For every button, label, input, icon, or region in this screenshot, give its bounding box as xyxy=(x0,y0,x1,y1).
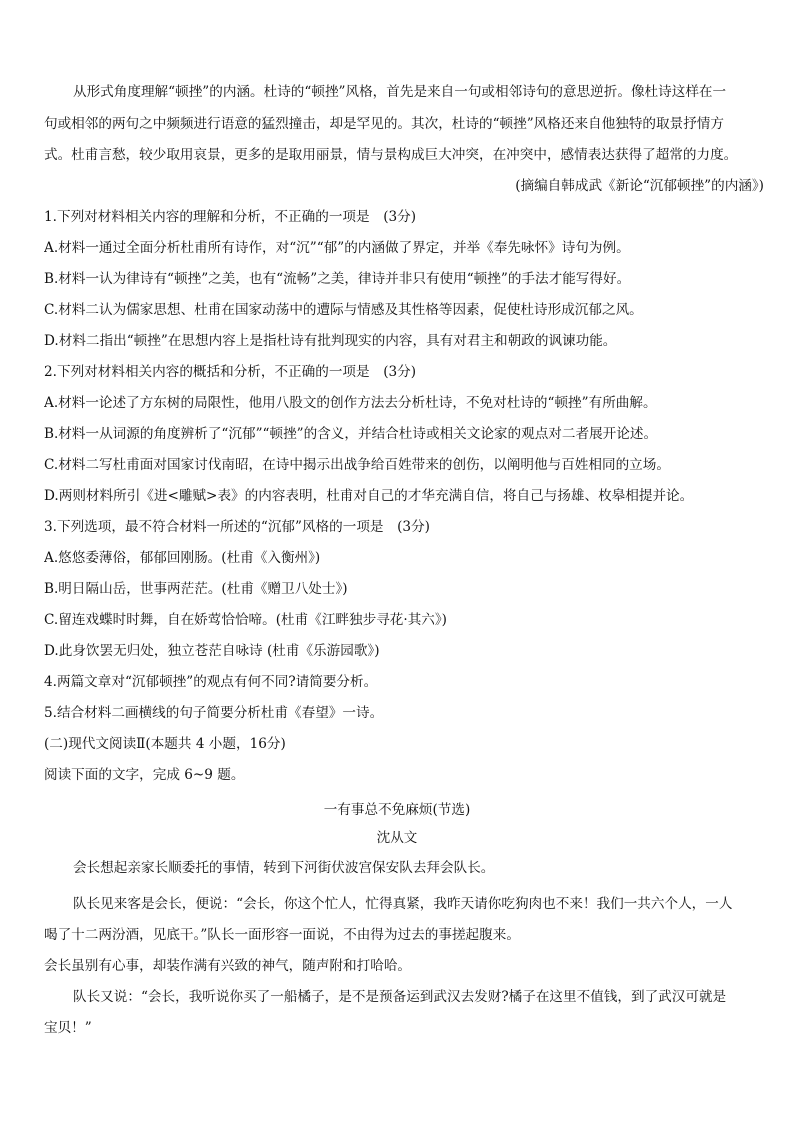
question-2-option-b: B.材料一从词源的角度辨析了“沉郁”“顿挫”的含义，并结合杜诗或相关文论家的观点对二者展开论述。 xyxy=(44,426,658,442)
question-3-option-a: A.悠悠委薄俗，郁郁回刚肠。(杜甫《入衡州》) xyxy=(44,550,321,566)
source-citation: (摘编自韩成武《新论“沉郁顿挫”的内涵》) xyxy=(515,178,764,194)
question-1-option-c: C.材料二认为儒家思想、杜甫在国家动荡中的遭际与情感及其性格等因素，促使杜诗形成沉郁之风。 xyxy=(44,302,643,318)
question-3-option-b: B.明日隔山岳，世事两茫茫。(杜甫《赠卫八处士》) xyxy=(44,581,348,597)
question-2-option-c: C.材料二写杜甫面对国家讨伐南昭，在诗中揭示出战争给百姓带来的创伤，以阐明他与百姓相同的立场。 xyxy=(44,457,670,473)
story-paragraph: 队长见来客是会长，便说：“会长，你这个忙人，忙得真紧，我昨天请你吃狗肉也不来！我们一共六个人，一人 xyxy=(73,896,733,912)
passage-line: 从形式角度理解“顿挫”的内涵。杜诗的“顿挫”风格，首先是来自一句或相邻诗句的意思逆折。像杜诗这样在一 xyxy=(73,84,727,100)
passage-line: 式。杜甫言愁，较少取用哀景，更多的是取用丽景，情与景构成巨大冲突，在冲突中，感情表达获得了超常的力度。 xyxy=(44,147,738,163)
question-4: 4.两篇文章对“沉郁顿挫”的观点有何不同?请简要分析。 xyxy=(44,674,378,690)
question-3-option-d: D.此身饮罢无归处，独立苍茫自咏诗 (杜甫《乐游园歌》) xyxy=(44,643,380,659)
question-2-stem: 2.下列对材料相关内容的概括和分析，不正确的一项是 (3分) xyxy=(44,364,417,380)
question-2-option-a: A.材料一论述了方东树的局限性，他用八股文的创作方法去分析杜诗，不免对杜诗的“顿挫”有所曲解。 xyxy=(44,395,657,411)
section-instruction: 阅读下面的文字，完成 6~9 题。 xyxy=(44,767,245,783)
story-paragraph: 会长虽别有心事，却装作满有兴致的神气，随声附和打哈哈。 xyxy=(44,958,412,974)
section-heading: (二)现代文阅读Ⅱ(本题共 4 小题，16分) xyxy=(44,736,286,752)
question-1-stem: 1.下列对材料相关内容的理解和分析，不正确的一项是 (3分) xyxy=(44,209,417,225)
passage-line: 句或相邻的两句之中频频进行语意的猛烈撞击，却是罕见的。其次，杜诗的“顿挫”风格还来自他独特的取景抒情方 xyxy=(44,116,724,132)
question-1-option-b: B.材料一认为律诗有“顿挫”之美，也有“流畅”之美，律诗并非只有使用“顿挫”的手法才能写得好。 xyxy=(44,271,631,287)
question-5: 5.结合材料二画横线的句子简要分析杜甫《春望》一诗。 xyxy=(44,705,384,721)
story-paragraph: 队长又说：“会长，我听说你买了一船橘子，是不是预备运到武汉去发财?橘子在这里不值钱，到了武汉可就是 xyxy=(73,989,727,1005)
story-paragraph: 会长想起亲家长顺委托的事情，转到下河街伏波宫保安队去拜会队长。 xyxy=(73,860,495,876)
story-paragraph-continued: 宝贝！” xyxy=(44,1020,92,1036)
story-author: 沈从文 xyxy=(376,830,418,846)
story-paragraph-continued: 喝了十二两汾酒，见底干。”队长一面形容一面说，不由得为过去的事搓起腹来。 xyxy=(44,927,520,943)
question-1-option-a: A.材料一通过全面分析杜甫所有诗作，对“沉”“郁”的内涵做了界定，并举《奉先咏怀》诗句为例。 xyxy=(44,240,630,256)
story-title: 一有事总不免麻烦(节选) xyxy=(323,802,471,818)
question-3-stem: 3.下列选项，最不符合材料一所述的“沉郁”风格的一项是 (3分) xyxy=(44,519,430,535)
question-3-option-c: C.留连戏蝶时时舞，自在娇莺恰恰啼。(杜甫《江畔独步寻花·其六》) xyxy=(44,612,447,628)
question-1-option-d: D.材料二指出“顿挫”在思想内容上是指杜诗有批判现实的内容，具有对君主和朝政的讽谏功能。 xyxy=(44,333,617,349)
question-2-option-d: D.两则材料所引《进<雕赋>表》的内容表明，杜甫对自己的才华充满自信，将自己与扬雄、枚皋相提并论。 xyxy=(44,488,694,504)
